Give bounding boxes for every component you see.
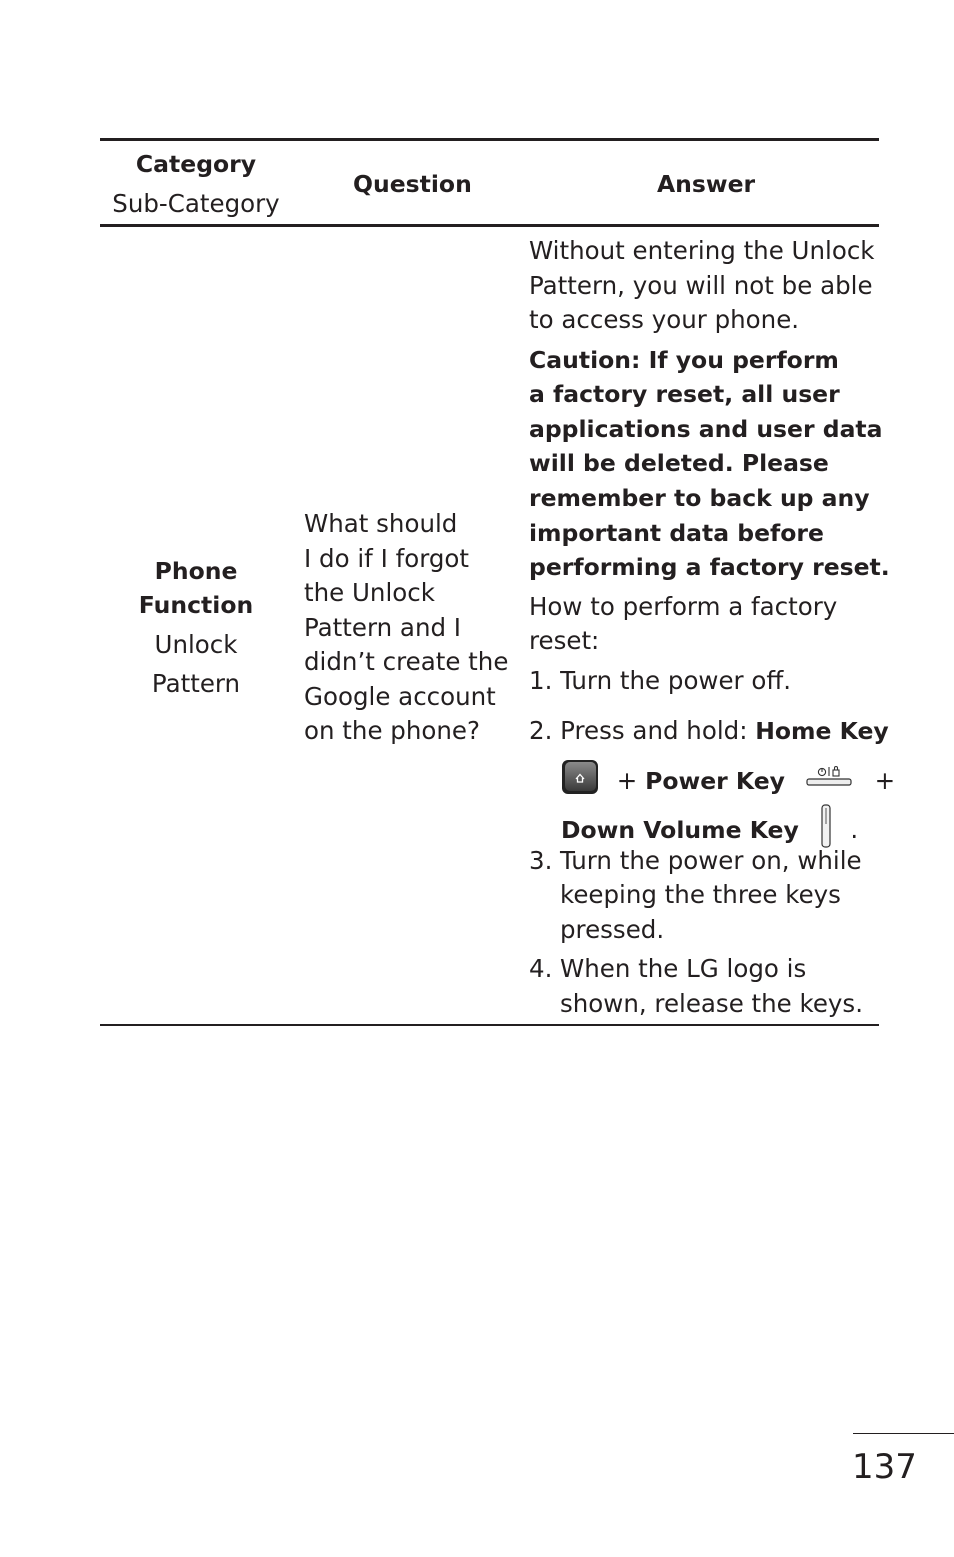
answer-intro-line: to access your phone. bbox=[529, 305, 800, 334]
caution-line: applications and user data bbox=[529, 415, 883, 443]
category-line: Phone bbox=[154, 557, 238, 585]
caution-line: will be deleted. Please bbox=[529, 449, 829, 477]
caution-line: a factory reset, all user bbox=[529, 380, 840, 408]
step-3-line: keeping the three keys bbox=[560, 880, 841, 909]
step-3-line: Turn the power on, while bbox=[560, 846, 862, 875]
table-bottom-rule bbox=[100, 1024, 879, 1026]
step-4-line: shown, release the keys. bbox=[560, 989, 863, 1018]
howto-line: How to perform a factory bbox=[529, 592, 838, 621]
step-1: 1. Turn the power off. bbox=[529, 666, 792, 695]
caution-line: Caution: If you perform bbox=[529, 346, 839, 374]
question-line: What should bbox=[304, 509, 458, 538]
power-key-icon bbox=[805, 764, 853, 800]
header-question: Question bbox=[353, 170, 472, 198]
question-line: I do if I forgot bbox=[304, 544, 469, 573]
plus-sign: + bbox=[616, 765, 646, 795]
down-volume-key-label: Down Volume Key bbox=[561, 815, 799, 844]
header-category: Category bbox=[135, 150, 257, 178]
step-2-line-2 bbox=[561, 759, 895, 805]
header-bottom-rule bbox=[100, 224, 879, 227]
answer-intro-line: Without entering the Unlock bbox=[529, 236, 875, 265]
power-key-label: Power Key bbox=[645, 766, 785, 795]
header-answer: Answer bbox=[657, 170, 756, 198]
caution-line: important data before bbox=[529, 519, 824, 547]
step-3-number: 3. bbox=[529, 846, 553, 875]
question-line: didn’t create the bbox=[304, 647, 509, 676]
home-key-label: Home Key bbox=[755, 717, 889, 745]
step-3-line: pressed. bbox=[560, 915, 665, 944]
subcategory-line: Pattern bbox=[151, 669, 241, 698]
question-line: Google account bbox=[304, 682, 496, 711]
howto-line: reset: bbox=[529, 626, 600, 655]
category-line: Function bbox=[138, 591, 254, 619]
caution-line: performing a factory reset. bbox=[529, 553, 890, 581]
subcategory-line: Unlock bbox=[154, 630, 238, 659]
home-key-icon bbox=[561, 759, 599, 805]
header-sub-category: Sub-Category bbox=[112, 189, 280, 218]
page-number-rule bbox=[853, 1433, 954, 1434]
answer-intro-line: Pattern, you will not be able bbox=[529, 271, 873, 300]
step-2-prefix: 2. Press and hold: bbox=[529, 716, 756, 745]
period: . bbox=[850, 814, 859, 844]
caution-line: remember to back up any bbox=[529, 484, 870, 512]
step-4-number: 4. bbox=[529, 954, 553, 983]
plus-sign: + bbox=[874, 765, 896, 795]
question-line: the Unlock bbox=[304, 578, 435, 607]
question-line: Pattern and I bbox=[304, 613, 462, 642]
question-line: on the phone? bbox=[304, 716, 480, 745]
step-2-line-1 bbox=[529, 714, 889, 749]
page-number: 137 bbox=[852, 1447, 917, 1487]
step-4-line: When the LG logo is bbox=[560, 954, 807, 983]
table-top-rule bbox=[100, 138, 879, 141]
